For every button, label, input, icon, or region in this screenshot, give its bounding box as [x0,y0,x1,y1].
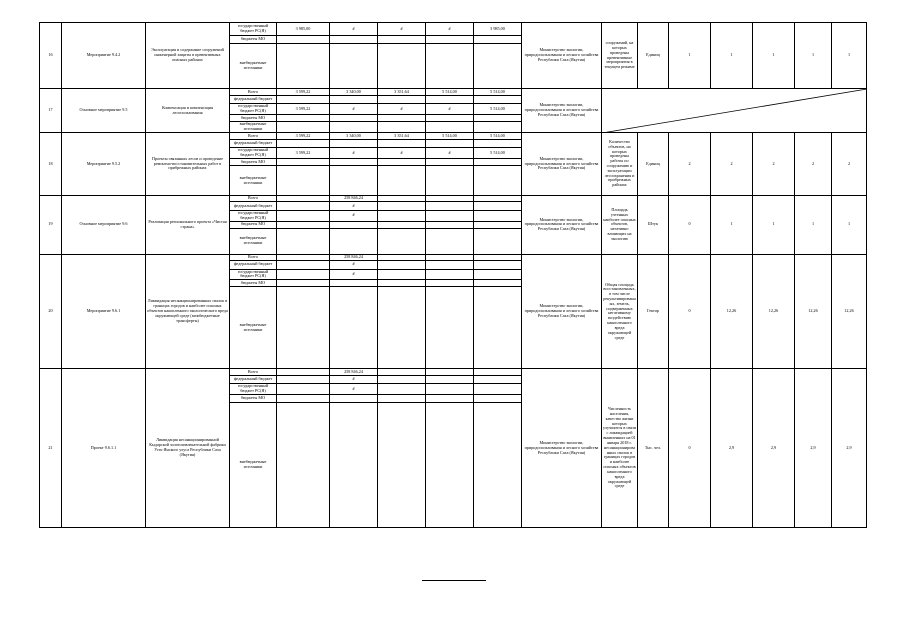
funding-source: внебюджетные источники [230,228,277,254]
amount-total [277,159,330,166]
amount-total [277,287,330,369]
indicator-value: 1 [832,196,867,255]
amount-year-4 [474,36,522,44]
amount-year-2 [378,269,426,280]
funding-source: государственный бюджет РС(Я) [230,148,277,159]
amount-year-4 [474,202,522,211]
amount-total [277,36,330,44]
amount-year-2 [378,280,426,287]
amount-year-4 [474,394,522,402]
amount-year-3 [426,44,474,89]
amount-year-1: # [330,104,378,115]
funding-source: государственный бюджет РС(Я) [230,23,277,36]
funding-source: внебюджетные источники [230,122,277,133]
indicator: сооружений, на которых проведены превентивные мероприятия в текущем режиме [602,23,638,89]
amount-total [277,402,330,527]
funding-source: Всего [230,196,277,202]
amount-year-2 [378,44,426,89]
measure-name: Мероприятие 9.5.2 [62,133,146,196]
amount-total [277,221,330,228]
amount-total: 3 985,00 [277,23,330,36]
amount-total [277,122,330,133]
amount-year-2 [378,260,426,269]
amount-year-3: # [426,23,474,36]
amount-year-4 [474,122,522,133]
indicator-value: 1 [711,196,753,255]
amount-year-2: 3 351,64 [378,89,426,96]
funding-source: государственный бюджет РС(Я) [230,104,277,115]
amount-year-3 [426,221,474,228]
row-number: 18 [40,133,62,196]
measure-description: Ликвидация несанкционированных свалок в границах городов и наиболее опасных объектов накопленного экологического вреда окружающей среде (межбюджетные трансферты) [146,254,230,369]
funding-source: бюджеты МО [230,394,277,402]
amount-year-1 [330,140,378,148]
indicator-empty-merged [602,89,867,133]
executor: Министерство экологии, природопользования и лесного хозяйства Республики Саха (Якутия) [522,23,602,89]
measure-description: Ликвидация несанкционированной Кыдарской золотоизвлекательной фабрики Усть-Янского улуса Республики Саха (Якутия) [146,369,230,528]
executor: Министерство экологии, природопользования и лесного хозяйства Республики Саха (Якутия) [522,89,602,133]
amount-total [277,280,330,287]
amount-year-4 [474,280,522,287]
amount-year-3 [426,369,474,376]
amount-total: 3 599,22 [277,148,330,159]
amount-year-3 [426,122,474,133]
amount-total [277,166,330,196]
amount-year-4: 5 514,00 [474,104,522,115]
footer-rule [422,580,486,581]
funding-source: федеральный бюджет [230,140,277,148]
amount-year-2 [378,166,426,196]
amount-year-3 [426,140,474,148]
amount-year-3 [426,260,474,269]
amount-year-1: # [330,202,378,211]
amount-year-1: # [330,23,378,36]
measure-description: Проекты связанных лесов и проведение ремонтно-восстановительных работ в прибрежных районах [146,133,230,196]
amount-year-3 [426,384,474,395]
indicator-value: 2,9 [753,369,795,528]
amount-year-4: 5 514,00 [474,133,522,140]
indicator-value: 1 [711,23,753,89]
indicator-value: 2,9 [711,369,753,528]
table-row [40,133,867,140]
amount-year-2 [378,394,426,402]
amount-year-1 [330,166,378,196]
amount-year-3 [426,202,474,211]
amount-year-2 [378,221,426,228]
amount-year-1: 3 340,00 [330,89,378,96]
amount-year-4 [474,260,522,269]
amount-year-1: 258 846,24 [330,254,378,260]
indicator-value: 1 [753,23,795,89]
amount-year-1 [330,96,378,104]
amount-year-2 [378,287,426,369]
indicator-value: 12,26 [795,254,832,369]
amount-year-4 [474,376,522,384]
amount-year-1 [330,44,378,89]
amount-year-1: # [330,148,378,159]
amount-year-4: 5 514,00 [474,89,522,96]
amount-year-3 [426,166,474,196]
executor: Министерство экологии, природопользования и лесного хозяйства Республики Саха (Якутия) [522,254,602,369]
amount-year-2: 3 351,64 [378,133,426,140]
amount-year-1: # [330,384,378,395]
amount-total [277,269,330,280]
amount-year-4 [474,115,522,122]
indicator-value: 1 [795,196,832,255]
amount-year-4 [474,269,522,280]
amount-year-2 [378,202,426,211]
amount-year-1: # [330,376,378,384]
row-number: 21 [40,369,62,528]
amount-year-2: # [378,148,426,159]
amount-year-3 [426,115,474,122]
funding-source: Всего [230,133,277,140]
measure-description: Компенсация и компенсация лесопользования [146,89,230,133]
funding-source: Всего [230,254,277,260]
funding-source: федеральный бюджет [230,96,277,104]
amount-total [277,202,330,211]
amount-year-2 [378,122,426,133]
amount-year-4 [474,166,522,196]
amount-total: 3 599,22 [277,133,330,140]
amount-year-3 [426,96,474,104]
amount-year-3 [426,394,474,402]
amount-year-4: 5 514,00 [474,148,522,159]
funding-source: внебюджетные источники [230,44,277,89]
unit: Гектар [638,254,669,369]
amount-year-4 [474,221,522,228]
amount-year-4 [474,96,522,104]
amount-total [277,115,330,122]
amount-year-1: 3 340,00 [330,133,378,140]
amount-year-1 [330,280,378,287]
indicator-value: 2,9 [832,369,867,528]
amount-year-3 [426,211,474,222]
amount-year-2: # [378,23,426,36]
row-number: 19 [40,196,62,255]
amount-total [277,376,330,384]
amount-year-1: 258 846,24 [330,369,378,376]
amount-year-1 [330,228,378,254]
funding-source: государственный бюджет РС(Я) [230,269,277,280]
indicator-value: 1 [832,23,867,89]
funding-source: бюджеты МО [230,115,277,122]
indicator-value: 0 [669,196,711,255]
amount-year-2 [378,228,426,254]
amount-total [277,211,330,222]
measure-name: Основное мероприятие 9.5 [62,89,146,133]
funding-source: внебюджетные источники [230,402,277,527]
amount-year-3 [426,280,474,287]
amount-year-4 [474,402,522,527]
amount-year-2: # [378,104,426,115]
amount-year-4 [474,228,522,254]
executor: Министерство экологии, природопользования и лесного хозяйства Республики Саха (Якутия) [522,133,602,196]
funding-source: внебюджетные источники [230,287,277,369]
amount-total [277,394,330,402]
amount-year-2 [378,384,426,395]
amount-year-3: # [426,104,474,115]
amount-year-4 [474,159,522,166]
amount-year-2 [378,369,426,376]
amount-year-2 [378,211,426,222]
amount-total [277,140,330,148]
funding-source: федеральный бюджет [230,376,277,384]
table-row [40,89,867,96]
amount-year-2 [378,36,426,44]
indicator-value: 1 [753,196,795,255]
funding-source: бюджеты МО [230,221,277,228]
amount-year-4 [474,211,522,222]
indicator: Общая площадь восстановленных, в том числе рекультивированных, земель, подверженных негативному воздействию накопленного вреда окружающей среде [602,254,638,369]
funding-source: государственный бюджет РС(Я) [230,384,277,395]
row-number: 17 [40,89,62,133]
unit: Единиц [638,23,669,89]
amount-total [277,260,330,269]
amount-total [277,96,330,104]
amount-year-1: # [330,260,378,269]
amount-total [277,384,330,395]
unit: Единиц [638,133,669,196]
amount-year-3 [426,376,474,384]
amount-year-4 [474,384,522,395]
amount-year-3: 5 514,00 [426,133,474,140]
measure-description: Реализация регионального проекта «Чистая страна» [146,196,230,255]
funding-source: бюджеты МО [230,280,277,287]
amount-year-2 [378,159,426,166]
measure-name: Мероприятие 9.4.2 [62,23,146,89]
indicator: Количество объектов, на которых проведены работы по сооружению и эксплуатации лесоохранения и прибрежных районах [602,133,638,196]
amount-year-3: 5 514,00 [426,89,474,96]
funding-source: федеральный бюджет [230,202,277,211]
amount-year-1 [330,36,378,44]
unit: Штук [638,196,669,255]
amount-year-1 [330,159,378,166]
program-table [39,22,867,528]
amount-total: 3 599,22 [277,104,330,115]
amount-year-3 [426,159,474,166]
amount-year-2 [378,115,426,122]
indicator: Численность населения, качество жизни которых улучшится в связи с ликвидацией выявленных на 01 января 2018 г. несанкционированных свалок в границах городов и наиболее опасных объектов накопленного вреда окружающей среде [602,369,638,528]
funding-source: Всего [230,89,277,96]
amount-year-3 [426,402,474,527]
row-number: 16 [40,23,62,89]
amount-year-1 [330,287,378,369]
table-row [40,23,867,36]
amount-year-1: # [330,269,378,280]
indicator-value: 0 [669,254,711,369]
indicator-value: 12,26 [832,254,867,369]
amount-year-4 [474,287,522,369]
indicator-value: 0 [669,369,711,528]
amount-year-1 [330,221,378,228]
table-row [40,369,867,376]
amount-year-3 [426,228,474,254]
executor: Министерство экологии, природопользования и лесного хозяйства Республики Саха (Якутия) [522,196,602,255]
amount-year-1: 258 846,24 [330,196,378,202]
amount-year-2 [378,376,426,384]
amount-year-3 [426,36,474,44]
amount-year-3 [426,287,474,369]
funding-source: внебюджетные источники [230,166,277,196]
indicator-value: 2 [753,133,795,196]
indicator-value: 2 [832,133,867,196]
amount-year-2 [378,402,426,527]
amount-year-4 [474,44,522,89]
amount-year-1 [330,394,378,402]
amount-year-4 [474,369,522,376]
amount-total [277,369,330,376]
amount-year-4 [474,140,522,148]
funding-source: бюджеты МО [230,36,277,44]
funding-source: федеральный бюджет [230,260,277,269]
amount-year-1: # [330,211,378,222]
amount-year-4: 3 985,00 [474,23,522,36]
amount-year-3: # [426,148,474,159]
amount-year-1 [330,402,378,527]
row-number: 20 [40,254,62,369]
amount-year-2 [378,140,426,148]
executor: Министерство экологии, природопользования и лесного хозяйства Республики Саха (Якутия) [522,369,602,528]
amount-year-2 [378,96,426,104]
amount-year-1 [330,122,378,133]
amount-year-3 [426,269,474,280]
indicator: Площадь учтенных наиболее опасных объектов, негативно влияющих на экологию [602,196,638,255]
unit: Тыс. чел. [638,369,669,528]
indicator-value: 2,9 [795,369,832,528]
measure-description: Эксплуатация и содержание сооружений инженерной защиты в превентивных опасных районах [146,23,230,89]
amount-total [277,44,330,89]
funding-source: государственный бюджет РС(Я) [230,211,277,222]
measure-name: Мероприятие 9.6.1 [62,254,146,369]
funding-source: бюджеты МО [230,159,277,166]
indicator-value: 2 [669,133,711,196]
amount-total [277,228,330,254]
indicator-value: 12,26 [711,254,753,369]
amount-total: 3 599,22 [277,89,330,96]
indicator-value: 2 [795,133,832,196]
indicator-value: 1 [669,23,711,89]
indicator-value: 2 [711,133,753,196]
measure-name: Проект 9.6.1.1 [62,369,146,528]
measure-name: Основное мероприятие 9.6 [62,196,146,255]
amount-year-1 [330,115,378,122]
indicator-value: 1 [795,23,832,89]
indicator-value: 12,26 [753,254,795,369]
funding-source: Всего [230,369,277,376]
